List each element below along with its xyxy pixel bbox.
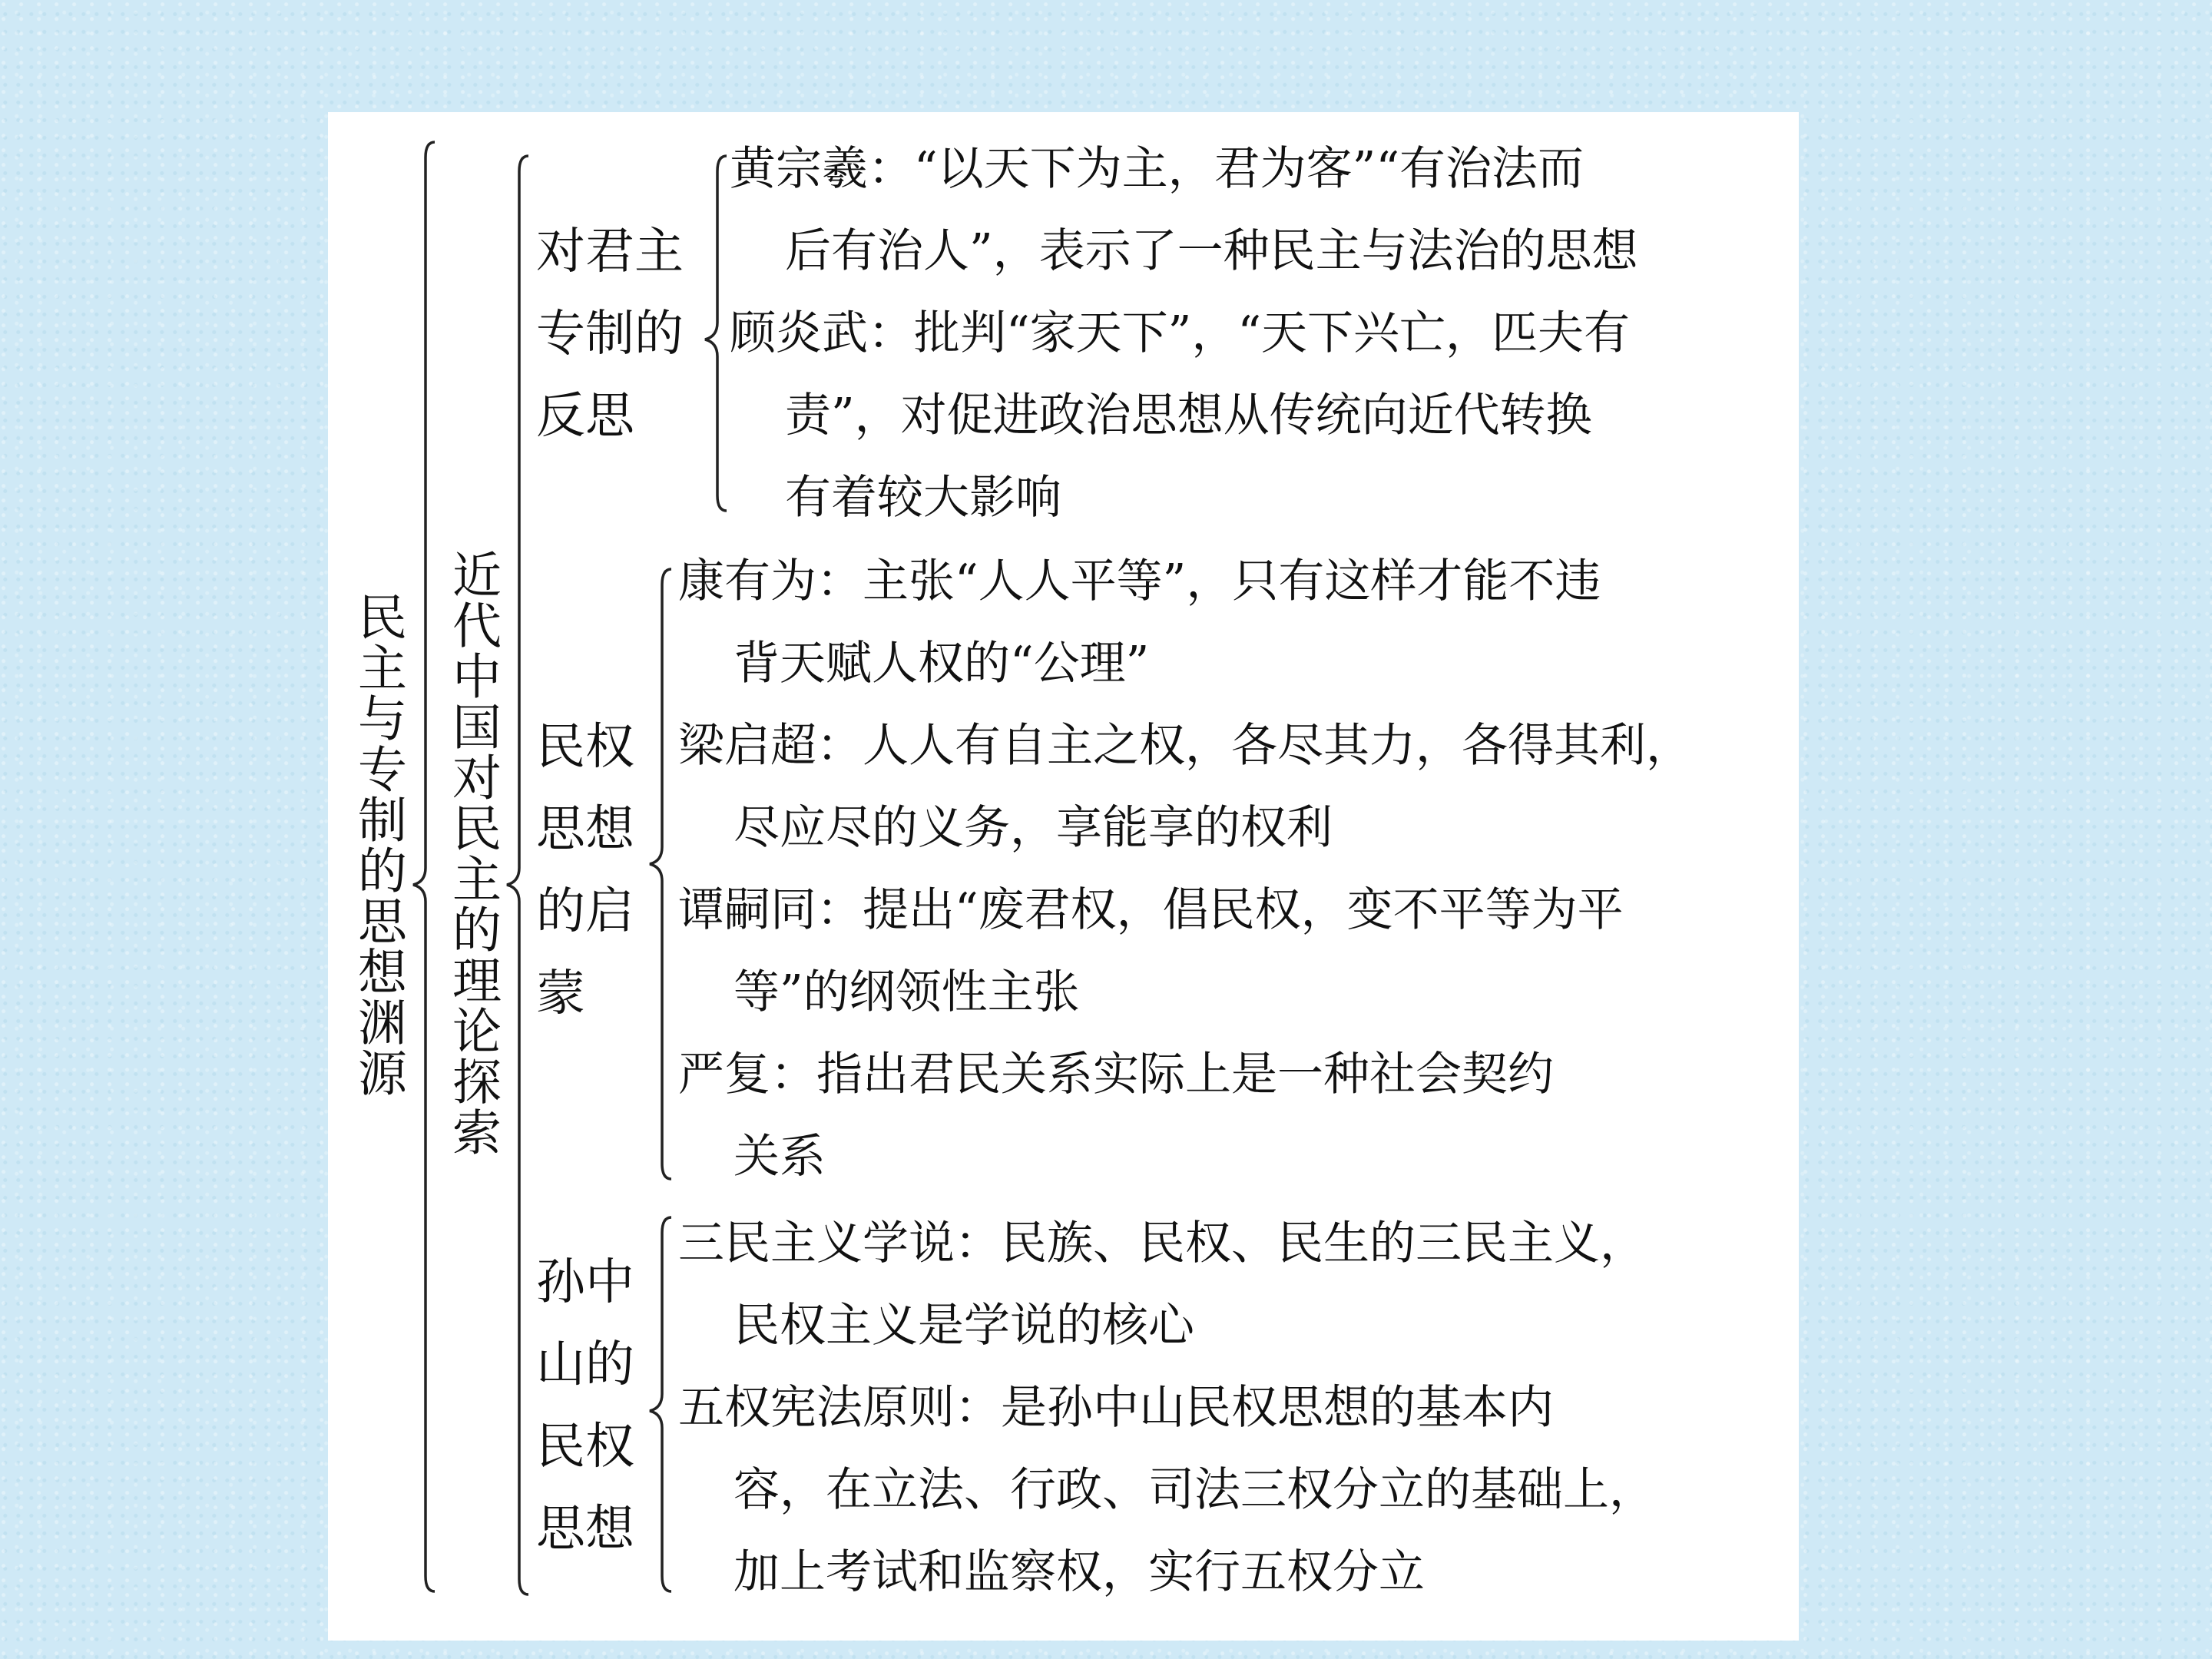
- item-gu-yanwu: 顾炎武：批判“家天下”，“天下兴亡，匹夫有 责”，对促进政治思想从传统向近代转换 有着较大影响: [730, 306, 1631, 525]
- group-label-civil-rights-enlightenment: 民权 思想 的启 蒙: [536, 719, 634, 1022]
- root-bracket: [413, 142, 435, 1591]
- group-label-autocracy-reflection: 对君主 专制的 反思: [536, 224, 684, 445]
- item-yan-fu: 严复：指出君民关系实际上是一种社会契约 关系: [678, 1048, 1554, 1184]
- item-tan-sitong: 谭嗣同：提出“废君权，倡民权，变不平等为平 等”的纲领性主张: [678, 883, 1624, 1019]
- group-label-sun-yatsen: 孙中 山的 民权 思想: [536, 1254, 634, 1558]
- group1-bracket: [705, 156, 727, 511]
- item-kang-youwei: 康有为：主张“人人平等”，只有这样才能不违 背天赋人权的“公理”: [678, 555, 1601, 690]
- item-huang-zongxi: 黄宗羲：“以天下为主，君为客”“有治法而 后有治人”，表示了一种民主与法治的思想: [730, 142, 1638, 278]
- item-liang-qichao: 梁启超：人人有自主之权，各尽其力，各得其利， 尽应尽的义务，享能享的权利: [678, 719, 1692, 855]
- item-five-power-constitution: 五权宪法原则：是孙中山民权思想的基本内 容，在立法、行政、司法三权分立的基础上， 加上考试和监察权，实行五权分立: [678, 1381, 1655, 1599]
- root-label: 民主与专制的思想渊源: [349, 591, 406, 1098]
- item-three-principles: 三民主义学说：民族、民权、民生的三民主义， 民权主义是学说的核心: [678, 1217, 1646, 1353]
- group2-bracket: [650, 569, 671, 1179]
- level2-label: 近代中国对民主的理论探索: [444, 549, 501, 1157]
- level2-bracket: [507, 156, 528, 1594]
- group3-bracket: [650, 1217, 671, 1591]
